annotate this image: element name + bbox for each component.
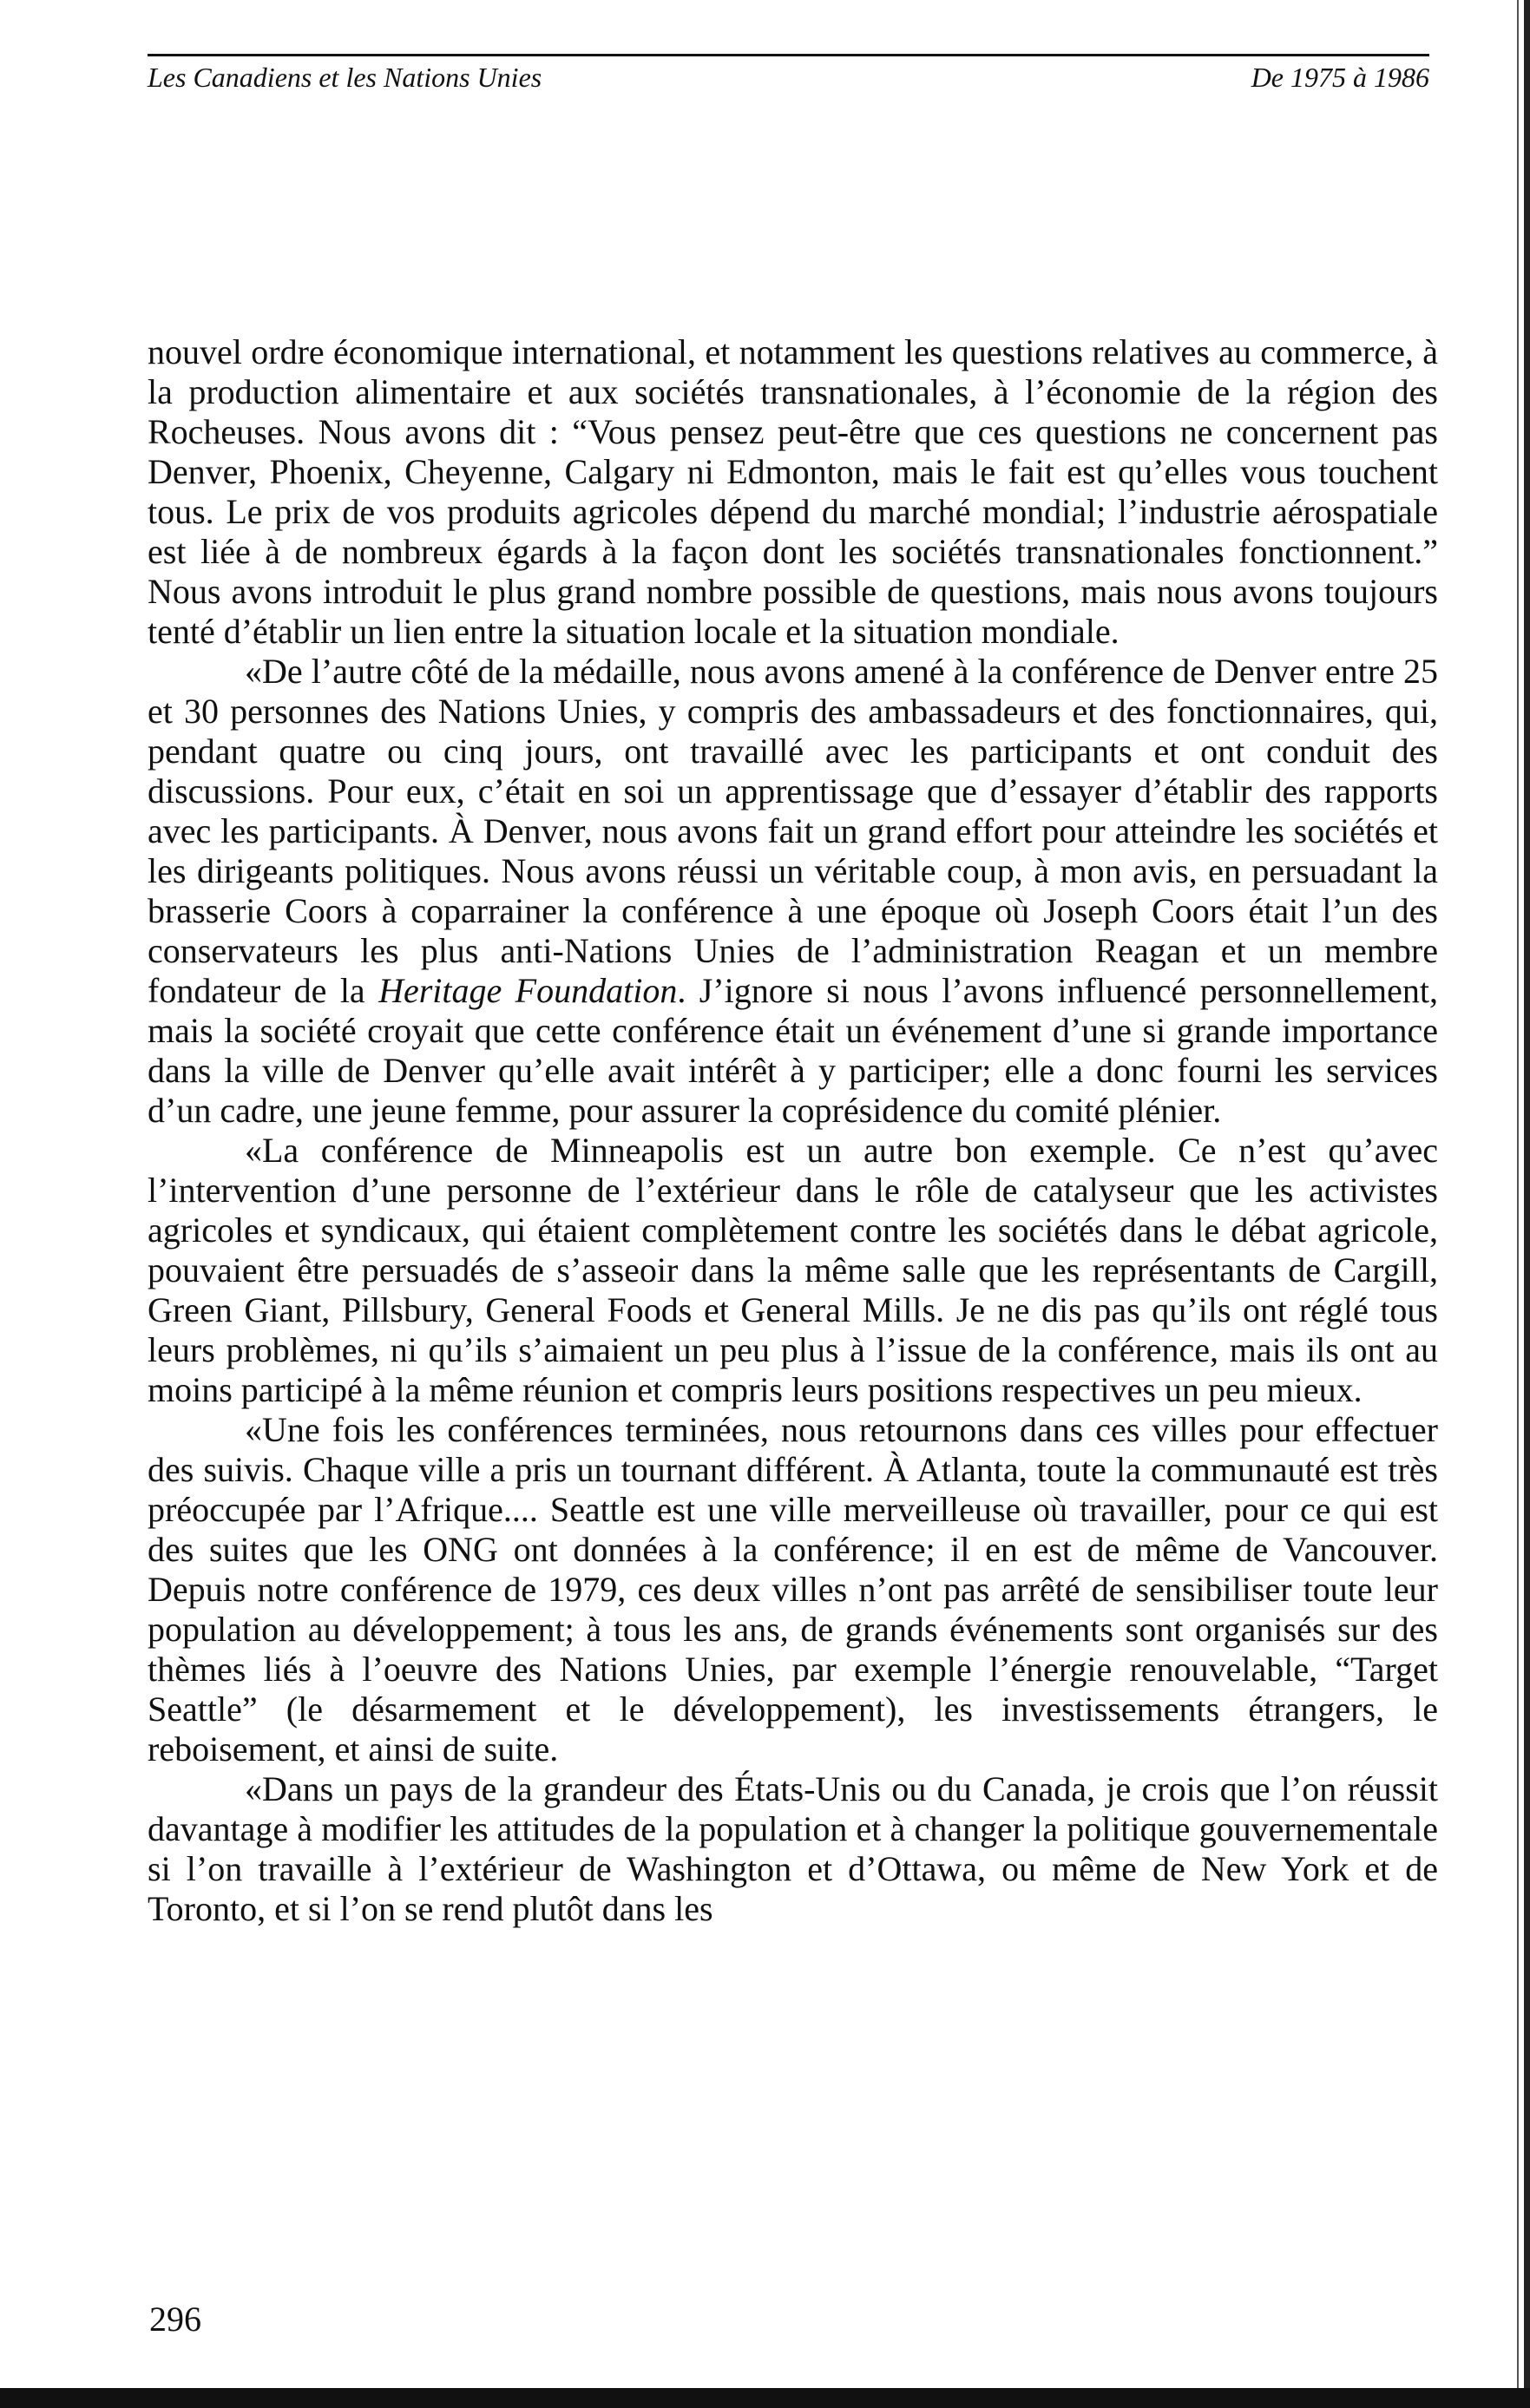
paragraph-2-tail: . J’ignore si nous l’avons influencé personnellement, mais la société croyait que cette conférence était un événement d’une si grande importance dans la ville de Denver qu’elle avait intérêt à y participer; elle a donc fourni les services d’un cadre, une jeune femme, pour assurer la coprésidence du comité plénier. [148, 971, 1438, 1130]
heritage-foundation-italic: Heritage Foundation [378, 971, 678, 1010]
scan-bottom-border [0, 2388, 1530, 2408]
paragraph-1: nouvel ordre économique international, et notamment les questions relatives au commerce, à la production alimentaire et aux sociétés transnationales, à l’économie de la région des Rocheuses. Nous avons dit : “Vous pensez peut-être que ces questions ne concernent pas Denver, Phoenix, Cheyenne, Calgary ni Edmonton, mais le fait est qu’elles vous touchent tous. Le prix de vos produits agricoles dépend du marché mondial; l’industrie aérospatiale est liée à de nombreux égards à la façon dont les sociétés transnationales fonctionnent.” Nous avons introduit le plus grand nombre possible de questions, mais nous avons toujours tenté d’établir un lien entre la situation locale et la situation mondiale. [148, 332, 1438, 651]
paragraph-4: «Une fois les conférences terminées, nous retournons dans ces villes pour effectuer des suivis. Chaque ville a pris un tournant différent. À Atlanta, toute la communauté est très préoccupée par l’Afrique.... Seattle est une ville merveilleuse où travailler, pour ce qui est des suites que les ONG ont données à la conférence; il en est de même de Vancouver. Depuis notre conférence de 1979, ces deux villes n’ont pas arrêté de sensibiliser toute leur population au développement; à tous les ans, de grands événements sont organisés sur des thèmes liés à l’oeuvre des Nations Unies, par exemple l’énergie renouvelable, “Target Seattle” (le désarmement et le développement), les investissements étrangers, le reboisement, et ainsi de suite. [148, 1410, 1438, 1768]
scan-edge-shadow [1524, 0, 1530, 2388]
paragraph-5: «Dans un pays de la grandeur des États-Unis ou du Canada, je crois que l’on réussit davantage à modifier les attitudes de la population et à changer la politique gouvernementale si l’on travaille à l’extérieur de Washington et d’Ottawa, ou même de New York et de Toronto, et si l’on se rend plutôt dans les [148, 1769, 1438, 1928]
paragraph-3: «La conférence de Minneapolis est un autre bon exemple. Ce n’est qu’avec l’intervention d’une personne de l’extérieur dans le rôle de catalyseur que les activistes agricoles et syndicaux, qui étaient complètement contre les sociétés dans le débat agricole, pouvaient être persuadés de s’asseoir dans la même salle que les représentants de Cargill, Green Giant, Pillsbury, General Foods et General Mills. Je ne dis pas qu’ils ont réglé tous leurs problèmes, ni qu’ils s’aimaient un peu plus à l’issue de la conférence, mais ils ont au moins participé à la même réunion et compris leurs positions respectives un peu mieux. [148, 1131, 1438, 1409]
scan-edge-line [1517, 0, 1519, 2388]
running-head-title: Les Canadiens et les Nations Unies [148, 62, 542, 93]
body-text [148, 332, 1438, 1929]
paragraph-2-text: «De l’autre côté de la médaille, nous avons amené à la conférence de Denver entre 25 et 30 personnes des Nations Unies, y compris des ambassadeurs et des fonctionnaires, qui, pendant quatre ou cinq jours, ont travaillé avec les participants et ont conduit des discussions. Pour eux, c’était en soi un apprentissage que d’essayer d’établir des rapports avec les participants. À Denver, nous avons fait un grand effort pour atteindre les sociétés et les dirigeants politiques. Nous avons réussi un véritable coup, à mon avis, en persuadant la brasserie Coors à coparrainer la conférence à une époque où Joseph Coors était l’un des conservateurs les plus anti-Nations Unies de l’administration Reagan et un membre fondateur de la [148, 652, 1438, 1010]
running-head [148, 54, 1429, 95]
paragraph-2 [148, 652, 1438, 1131]
running-head-period: De 1975 à 1986 [1251, 62, 1429, 93]
page-number: 296 [149, 2300, 201, 2339]
